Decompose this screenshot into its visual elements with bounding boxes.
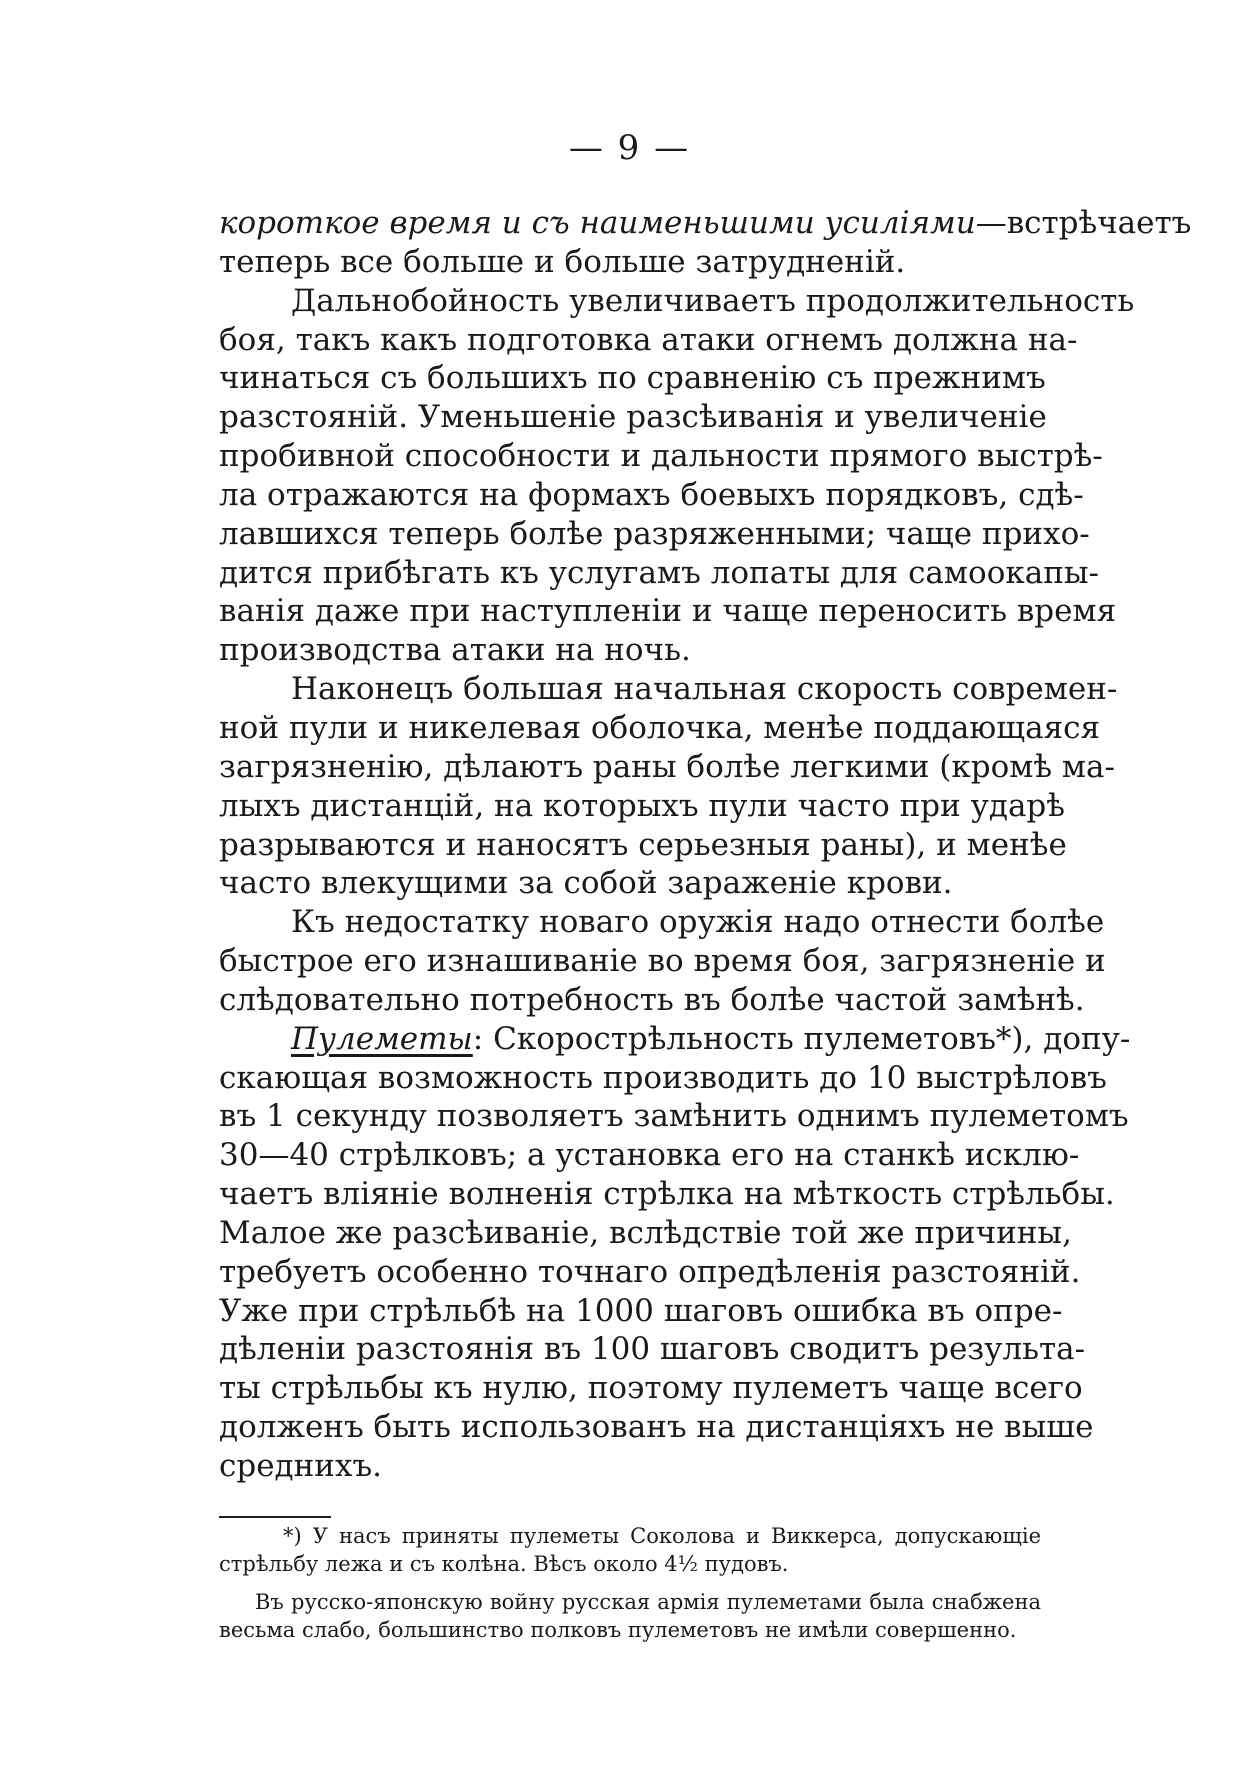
body-text (219, 204, 1192, 1486)
text-line: чинаться съ большихъ по сравненію съ прежнимъ (219, 360, 1046, 397)
text-line: дится прибѣгать къ услугамъ лопаты для самоокапы- (219, 554, 1100, 591)
footnote-line: стрѣльбу лежа и съ колѣна. Вѣсъ около 4½ пудовъ. (219, 1552, 789, 1576)
paragraph-2 (219, 282, 1135, 670)
text-run: —встрѣчаетъ (975, 205, 1192, 241)
footnotes (219, 1522, 1041, 1644)
text-line: чаетъ вліяніе волненія стрѣлка на мѣткость стрѣльбы. (219, 1176, 1115, 1213)
text-line: Уже при стрѣльбѣ на 1000 шаговъ ошибка въ опре- (219, 1292, 1063, 1329)
footnote-line: Въ русско-японскую войну русская армія пулеметами была снабжена (255, 1590, 1041, 1614)
footnote-2 (219, 1588, 1041, 1644)
text-line: Дальнобойность увеличиваетъ продолжительность (291, 282, 1135, 319)
text-line: быстрое его изнашиваніе во время боя, загрязненіе и (219, 943, 1106, 980)
text-line: Наконецъ большая начальная скорость современ- (291, 671, 1118, 708)
text-line: 30—40 стрѣлковъ; а установка его на станкѣ исклю- (219, 1137, 1080, 1174)
text-line: пробивной способности и дальности прямого выстрѣ- (219, 438, 1103, 475)
text-line: разрываются и наносятъ серьезныя раны), и менѣе (219, 826, 1067, 863)
footnote-divider (219, 1516, 331, 1518)
text-line: ной пули и никелевая оболочка, менѣе поддающаяся (219, 709, 1101, 746)
text-line: ты стрѣльбы къ нулю, поэтому пулеметъ чаще всего (219, 1370, 1083, 1407)
text-line: лавшихся теперь болѣе разряженными; чаще прихо- (219, 515, 1090, 552)
text-line (219, 204, 1192, 243)
text-line: ванія даже при наступленіи и чаще переносить время (219, 593, 1117, 630)
paragraph-4 (219, 903, 1106, 1020)
text-line: скающая возможность производить до 10 выстрѣловъ (219, 1059, 1107, 1096)
text-line (219, 1020, 1131, 1059)
paragraph-1 (219, 204, 1192, 282)
text-line: среднихъ. (219, 1448, 383, 1484)
text-line: лыхъ дистанцій, на которыхъ пули часто при ударѣ (219, 787, 1065, 824)
text-line: часто влекущими за собой зараженіе крови. (219, 865, 953, 902)
text-line: загрязненію, дѣлаютъ раны болѣе легкими (кромѣ ма- (219, 748, 1115, 785)
text-line: Малое же разсѣиваніе, вслѣдствіе той же причины, (219, 1214, 1072, 1251)
italic-phrase: короткое время и съ наименьшими усиліями (219, 205, 976, 241)
footnote-line: *) У насъ приняты пулеметы Соколова и Виккерса, допускающіе (283, 1524, 1041, 1548)
text-line: теперь все больше и больше затрудненій. (219, 243, 906, 280)
text-line: производства атаки на ночь. (219, 632, 691, 669)
text-line: въ 1 секунду позволяетъ замѣнить однимъ пулеметомъ (219, 1098, 1129, 1135)
text-line: дѣленіи разстоянія въ 100 шаговъ сводитъ результа- (219, 1331, 1086, 1368)
text-line: боя, такъ какъ подготовка атаки огнемъ должна на- (219, 321, 1078, 358)
paragraph-3 (219, 670, 1118, 903)
paragraph-5 (219, 1020, 1131, 1486)
text-line: Къ недостатку новаго оружія надо отнести болѣе (291, 904, 1105, 941)
footnote-1 (219, 1522, 1041, 1578)
footnote-line: весьма слабо, большинство полковъ пулеметовъ не имѣли совершенно. (219, 1618, 1017, 1642)
text-line: слѣдовательно потребность въ болѣе частой замѣнѣ. (219, 981, 1085, 1018)
text-line: долженъ быть использованъ на дистанціяхъ не выше (219, 1409, 1094, 1446)
text-line: разстояній. Уменьшеніе разсѣиванія и увеличеніе (219, 399, 1047, 436)
text-run: : Скорострѣльность пулеметовъ*), допу- (472, 1020, 1131, 1057)
text-line: ла отражаются на формахъ боевыхъ порядковъ, сдѣ- (219, 476, 1084, 513)
page-number: — 9 — (568, 128, 691, 168)
section-heading-underlined: Пулеметы (291, 1020, 473, 1057)
text-line: требуетъ особенно точнаго опредѣленія разстояній. (219, 1253, 1081, 1290)
